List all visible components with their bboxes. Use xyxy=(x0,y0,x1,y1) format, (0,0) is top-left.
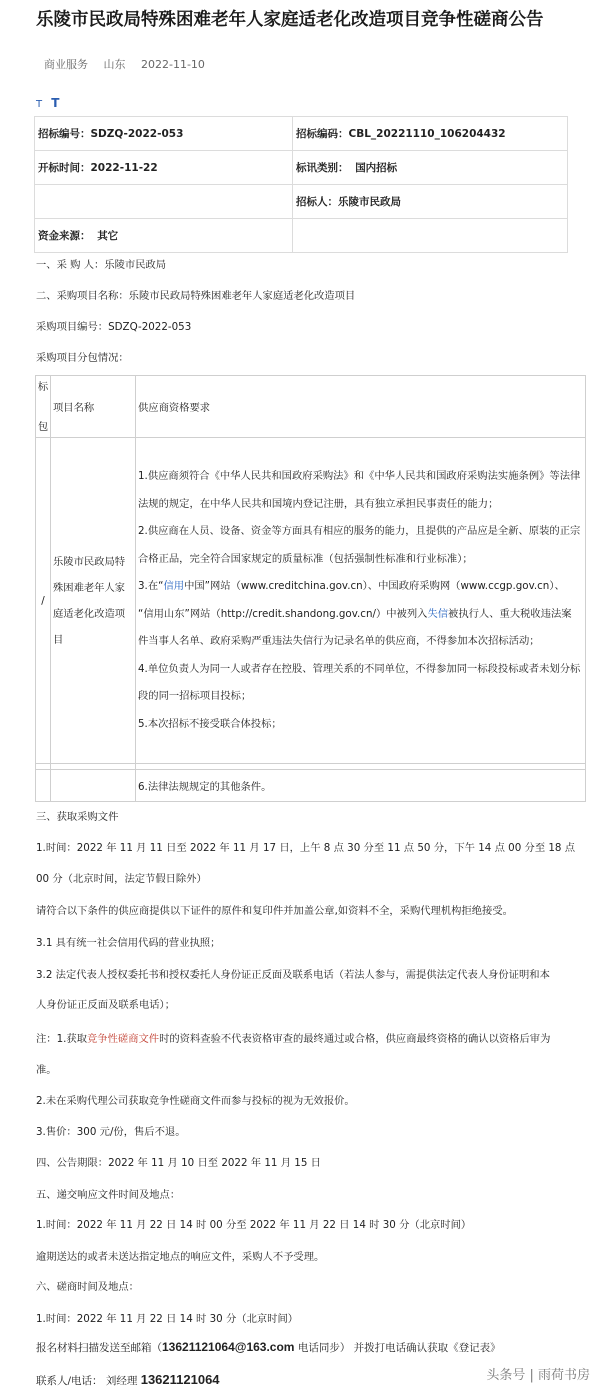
requirement-6: 6.法律法规规定的其他条件。 xyxy=(136,770,586,802)
header-requirements: 供应商资格要求 xyxy=(136,376,586,438)
header-project-name: 项目名称 xyxy=(51,376,136,438)
project-no-line: 采购项目编号：SDZQ-2022-053 xyxy=(36,321,192,333)
bid-no-label: 招标编号： xyxy=(38,128,91,140)
bid-code-value: CBL_20221110_106204432 xyxy=(348,128,506,140)
package-cell: / xyxy=(36,438,51,764)
article-meta xyxy=(44,56,217,72)
contact-person-line: 联系人/电话： 刘经理 13621121064 xyxy=(36,1372,220,1387)
region-tag: 山东 xyxy=(103,58,126,71)
category-tag[interactable]: 商业服务 xyxy=(44,58,88,71)
item-3-2-cont: 人身份证正反面及联系电话）； xyxy=(36,999,176,1011)
documents-line: 请符合以下条件的供应商提供以下证件的原件和复印件并加盖公章,如资料不全，采购代理机构拒绝接受。 xyxy=(36,905,513,917)
header-package: 标 包 xyxy=(36,376,51,438)
contact-phone[interactable]: 13621121064 xyxy=(140,1372,220,1387)
fund-source-label: 资金来源： xyxy=(38,230,91,242)
package-table xyxy=(35,375,586,802)
item-3-1: 3.1 具有统一社会信用代码的营业执照； xyxy=(36,937,221,949)
contact-email-line: 报名材料扫描发送至邮箱（13621121064@163.com 电话同步） 并拨打电话确认获取《登记表》 xyxy=(36,1340,501,1354)
font-size-toggle xyxy=(36,96,59,110)
tenderer-value: 乐陵市民政局 xyxy=(338,196,401,208)
submit-time-line: 1.时间：2022 年 11 月 22 日 14 时 00 分至 2022 年 11 月 22 日 14 时 30 分（北京时间） xyxy=(36,1219,472,1231)
open-time-label: 开标时间： xyxy=(38,162,91,174)
requirements-cell: 1.供应商须符合《中华人民共和国政府采购法》和《中华人民共和国政府采购法实施条例》等法律 法规的规定，在中华人民共和国境内登记注册，具有独立承担民事责任的能力； 2.供应商在人员、设备、资金等方面具有相应的服务的能力，且提供的产品应是全新、原装的正宗 合格正品，完全符合国家规定的质量标准（包括强制性标准和行业标准）； 3.在“信用中国”网站（www.creditchina.gov.cn）、中国政府采购网（www.ccgp.gov.cn）、 “信用山东”网站（http://credit.shandong.gov.cn/）中被列入失信被执行人、重大税收违法案 件当事人名单、政府采购严重违法失信行为记录名单的供应商，不得参加本次招标活动； 4.单位负责人为同一人或者存在控股、管理关系的不同单位，不得参加同一标段投标或者未划分标 段的同一招标项目投标； 5.本次招标不接受联合体投标； xyxy=(136,438,586,764)
bid-type-value: 国内招标 xyxy=(355,162,398,174)
section-5-heading: 五、递交响应文件时间及地点： xyxy=(36,1189,181,1201)
bid-code-label: 招标编码： xyxy=(296,128,349,140)
section-4-period: 四、公告期限：2022 年 11 月 10 日至 2022 年 11 月 15 日 xyxy=(36,1157,321,1169)
watermark: 头条号 | 雨荷书房 xyxy=(486,1368,590,1383)
price-line: 3.售价：300 元/份，售后不退。 xyxy=(36,1126,186,1138)
package-heading: 采购项目分包情况： xyxy=(36,352,129,364)
open-time-value: 2022-11-22 xyxy=(90,162,158,174)
item-3-2: 3.2 法定代表人授权委托书和授权委托人身份证正反面及联系电话（若法人参与，需提供法定代表人身份证明和本 xyxy=(36,969,550,981)
credit-link[interactable]: 信用 xyxy=(163,580,185,592)
project-name-cell: 乐陵市民政局特 殊困难老年人家 庭适老化改造项 目 xyxy=(51,438,136,764)
font-small-button[interactable]: T xyxy=(36,99,43,110)
page-title: 乐陵市民政局特殊困难老年人家庭适老化改造项目竞争性磋商公告 xyxy=(36,10,544,30)
acquire-time-line-2: 00 分（北京时间，法定节假日除外） xyxy=(36,873,207,885)
font-large-button[interactable]: T xyxy=(51,96,60,110)
purchaser-line: 一、采 购 人：乐陵市民政局 xyxy=(36,259,167,271)
section-6-heading: 六、磋商时间及地点： xyxy=(36,1281,139,1293)
invalid-quote-line: 2.未在采购代理公司获取竞争性磋商文件而参与投标的视为无效报价。 xyxy=(36,1095,355,1107)
note-line: 注：1.获取竞争性磋商文件时的资料查验不代表资格审查的最终通过或合格，供应商最终资格的确认以资格后审为 xyxy=(36,1033,551,1045)
section-3-heading: 三、获取采购文件 xyxy=(36,811,119,823)
bid-info-table xyxy=(34,116,568,253)
fund-source-value: 其它 xyxy=(97,230,119,242)
consult-time-line: 1.时间：2022 年 11 月 22 日 14 时 30 分（北京时间） xyxy=(36,1313,299,1325)
bid-type-label: 标讯类别： xyxy=(296,162,349,174)
late-submission-line: 逾期送达的或者未送达指定地点的响应文件，采购人不予受理。 xyxy=(36,1251,325,1263)
bid-no-value: SDZQ-2022-053 xyxy=(90,128,184,140)
note-line-2: 准。 xyxy=(36,1064,57,1076)
dishonest-link[interactable]: 失信 xyxy=(427,607,449,620)
contact-email[interactable]: 13621121064@163.com xyxy=(162,1340,295,1354)
project-name-line: 二、采购项目名称：乐陵市民政局特殊困难老年人家庭适老化改造项目 xyxy=(36,290,356,302)
publish-date: 2022-11-10 xyxy=(141,58,205,71)
tenderer-label: 招标人： xyxy=(296,196,338,208)
consult-doc-link[interactable]: 竞争性磋商文件 xyxy=(87,1033,160,1045)
acquire-time-line: 1.时间：2022 年 11 月 11 日至 2022 年 11 月 17 日，上午 8 点 30 分至 11 点 50 分，下午 14 点 00 分至 18 点 xyxy=(36,842,576,854)
